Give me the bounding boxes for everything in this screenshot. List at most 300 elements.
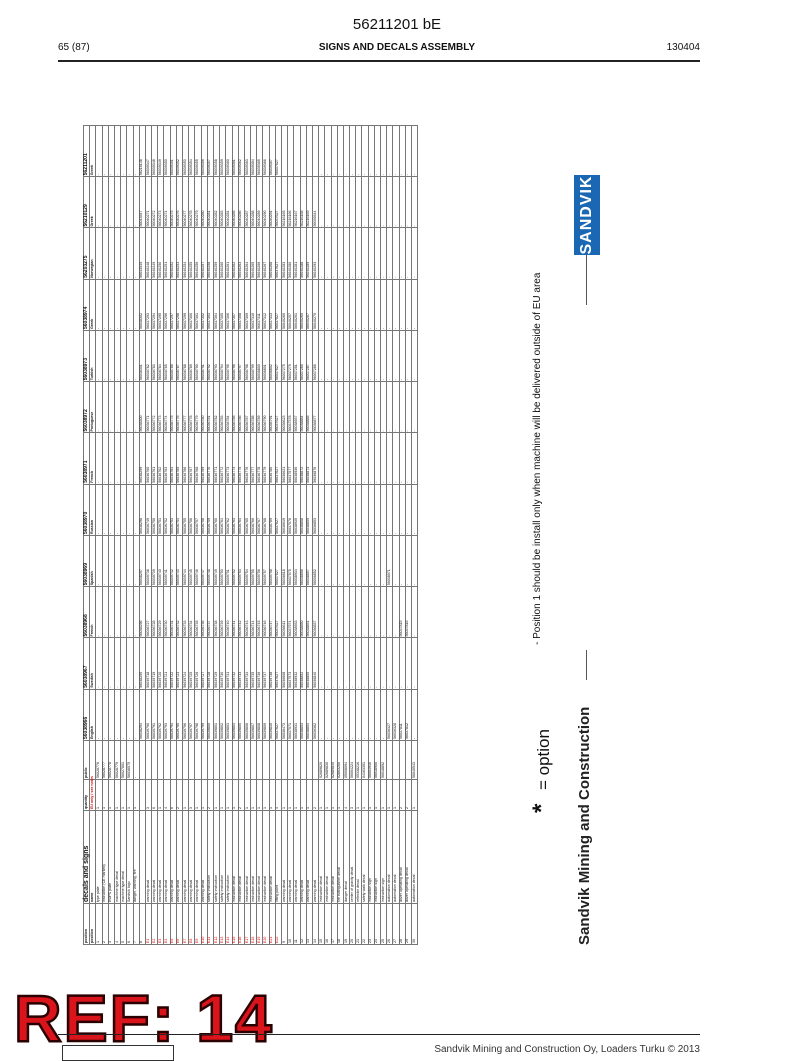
value-cell: 56040261 — [294, 279, 300, 330]
value-cell: 56039742 — [170, 536, 176, 587]
value-cell: - — [121, 382, 127, 433]
value-cell: - — [381, 177, 387, 228]
value-cell: 56038858 — [300, 484, 306, 535]
value-cell: - — [319, 536, 325, 587]
value-cell: - — [319, 638, 325, 689]
value-cell: 56038931 — [294, 689, 300, 740]
position-cell: E15 — [232, 904, 238, 945]
name-cell: warning decal — [306, 811, 312, 904]
value-cell: 56036759 — [207, 484, 213, 535]
value-cell: 56036618 — [282, 536, 288, 587]
value-cell: 56036794 — [220, 331, 226, 382]
value-cell: - — [114, 484, 120, 535]
value-cell: 56036791 — [201, 331, 207, 382]
value-cell: - — [368, 382, 374, 433]
footer-rule — [58, 1034, 700, 1035]
value-cell: 56043547 — [139, 177, 145, 228]
position-cell: 5 — [121, 904, 127, 945]
value-cell: 56036786 — [238, 382, 244, 433]
value-cell: 56036802 — [269, 331, 275, 382]
value-cell: - — [405, 177, 411, 228]
value-cell: 56036754 — [176, 484, 182, 535]
value-cell: - — [121, 279, 127, 330]
value-cell: - — [133, 741, 139, 780]
value-cell: 56039722 — [170, 638, 176, 689]
language-header: Portuguese — [90, 382, 96, 433]
value-cell: - — [108, 536, 114, 587]
value-cell: - — [343, 177, 349, 228]
value-cell: - — [96, 689, 102, 740]
value-cell: - — [102, 228, 108, 279]
value-cell: 56036742 — [238, 587, 244, 638]
value-cell: 1 — [356, 780, 362, 811]
value-cell: 56039733 — [238, 638, 244, 689]
value-cell: 4 — [164, 780, 170, 811]
value-cell: 56038295 — [139, 638, 145, 689]
value-cell: - — [331, 331, 337, 382]
company-name: Sandvik Mining and Construction — [576, 706, 593, 945]
value-cell: - — [393, 433, 399, 484]
value-cell: - — [350, 638, 356, 689]
value-cell: 56039348 — [152, 126, 158, 177]
value-cell: 56037313 — [269, 279, 275, 330]
value-cell: 1 — [244, 780, 250, 811]
value-cell: 56039801 — [213, 689, 219, 740]
value-cell: 56036745 — [257, 587, 263, 638]
position-cell: 22 — [362, 904, 368, 945]
value-cell: - — [343, 433, 349, 484]
value-cell: 6 — [152, 780, 158, 811]
value-cell: - — [387, 382, 393, 433]
value-cell: - — [356, 536, 362, 587]
value-cell: - — [102, 484, 108, 535]
lang-code: 56211201 — [84, 126, 90, 177]
value-cell: - — [325, 587, 331, 638]
value-cell: 56040259 — [213, 228, 219, 279]
name-cell: warning decal — [288, 811, 294, 904]
value-cell: 56040281 — [294, 228, 300, 279]
value-cell: 3 — [189, 780, 195, 811]
value-cell: - — [399, 279, 405, 330]
value-cell: 56036762 — [226, 484, 232, 535]
value-cell: 56036852 — [312, 536, 318, 587]
position-cell: E8 — [189, 904, 195, 945]
value-cell: - — [133, 587, 139, 638]
value-cell: 56039753 — [238, 536, 244, 587]
value-cell: - — [337, 228, 343, 279]
position-cell: 18 — [337, 904, 343, 945]
value-cell: 56038859 — [306, 484, 312, 535]
position-cell: E12 — [213, 904, 219, 945]
language-header: Spanish — [90, 536, 96, 587]
value-cell: 56039731 — [226, 638, 232, 689]
value-cell: 56037303 — [207, 279, 213, 330]
value-cell: 56040280 — [288, 228, 294, 279]
value-cell: 56036768 — [195, 433, 201, 484]
value-cell: 56037815 — [399, 587, 405, 638]
value-cell: - — [319, 126, 325, 177]
value-cell: - — [343, 228, 349, 279]
name-cell: warning decal — [158, 811, 164, 904]
value-cell: 56036362 — [312, 689, 318, 740]
value-cell: - — [319, 177, 325, 228]
value-cell: 56036743 — [244, 587, 250, 638]
value-cell: 56039350 — [164, 126, 170, 177]
rotated-page — [75, 125, 640, 945]
value-cell: 56036763 — [232, 484, 238, 535]
position-cell: 20 — [350, 904, 356, 945]
position-cell: 23 — [368, 904, 374, 945]
name-cell: warning decal — [294, 811, 300, 904]
value-cell: 6 — [170, 780, 176, 811]
value-cell: 56036777 — [183, 382, 189, 433]
value-cell: 56036732 — [176, 587, 182, 638]
value-cell: 56040260 — [282, 279, 288, 330]
value-cell: - — [411, 689, 417, 740]
value-cell: - — [356, 279, 362, 330]
name-cell: warning decal — [176, 811, 182, 904]
value-cell: - — [411, 484, 417, 535]
value-cell: - — [356, 638, 362, 689]
value-cell: - — [102, 433, 108, 484]
value-cell: 56037627 — [275, 177, 281, 228]
value-cell: 56039355 — [195, 126, 201, 177]
value-cell: 56037294 — [152, 279, 158, 330]
value-cell: 56028777 — [102, 741, 108, 780]
value-cell: 56037281 — [294, 331, 300, 382]
position-cell: E20 — [263, 904, 269, 945]
position-note: - Position 1 should be install only when machine will be delivered outside of EU area — [532, 272, 543, 645]
name-cell: instruction sign — [381, 811, 387, 904]
value-cell: - — [368, 433, 374, 484]
value-cell: - — [102, 126, 108, 177]
value-cell: - — [121, 433, 127, 484]
value-cell: 56037627 — [275, 331, 281, 382]
name-cell: warning decal — [312, 811, 318, 904]
value-cell: - — [121, 587, 127, 638]
value-cell: 2 — [176, 780, 182, 811]
position-cell: E18 — [251, 904, 257, 945]
lang-code: 56038973 — [84, 331, 90, 382]
value-cell: - — [411, 228, 417, 279]
value-cell: - — [319, 331, 325, 382]
value-cell: 56038936 — [294, 433, 300, 484]
lang-code: 56038971 — [84, 433, 90, 484]
value-cell: - — [368, 536, 374, 587]
value-cell: - — [114, 382, 120, 433]
value-cell: - — [343, 331, 349, 382]
value-cell: 56036771 — [213, 433, 219, 484]
value-cell: 56039754 — [244, 536, 250, 587]
value-cell: - — [350, 331, 356, 382]
value-cell: 56039740 — [158, 536, 164, 587]
value-cell: 56036735 — [195, 587, 201, 638]
value-cell: 56039755 — [251, 536, 257, 587]
value-cell: - — [108, 689, 114, 740]
value-cell: - — [368, 638, 374, 689]
value-cell: 56036619 — [282, 484, 288, 535]
value-cell: - — [96, 177, 102, 228]
position-cell: 11 — [294, 904, 300, 945]
value-cell: 56036779 — [195, 382, 201, 433]
value-cell: 56039363 — [244, 126, 250, 177]
value-cell: - — [127, 382, 133, 433]
value-cell: 56036775 — [238, 433, 244, 484]
value-cell: 56039796 — [183, 689, 189, 740]
value-cell: 1 — [282, 780, 288, 811]
value-cell: 56040250 — [158, 228, 164, 279]
value-cell: 56036738 — [213, 587, 219, 638]
value-cell: 56038933 — [294, 587, 300, 638]
value-cell: - — [96, 433, 102, 484]
value-cell: 56038850 — [300, 587, 306, 638]
name-cell: instruction sign — [368, 811, 374, 904]
value-cell: 56036760 — [145, 433, 151, 484]
value-cell: - — [356, 382, 362, 433]
name-cell: warning decal — [183, 811, 189, 904]
value-cell: - — [356, 331, 362, 382]
value-cell: 1 — [257, 780, 263, 811]
name-cell: warning decal — [170, 811, 176, 904]
value-cell: - — [350, 587, 356, 638]
value-cell: - — [337, 689, 343, 740]
value-cell: - — [121, 331, 127, 382]
position-cell: 3 — [108, 904, 114, 945]
name-cell: reflector decal — [356, 811, 362, 904]
value-cell: - — [96, 331, 102, 382]
value-cell: 56039357 — [207, 126, 213, 177]
value-cell: 2 — [399, 780, 405, 811]
value-cell: 56040249 — [152, 228, 158, 279]
position-cell: 24 — [374, 904, 380, 945]
value-cell: 1 — [337, 780, 343, 811]
value-cell: 56039353 — [183, 126, 189, 177]
value-cell: - — [114, 331, 120, 382]
value-cell: - — [356, 126, 362, 177]
value-cell: - — [399, 126, 405, 177]
value-cell: 56040289 — [257, 177, 263, 228]
value-cell: 56039719 — [152, 638, 158, 689]
value-cell: 56040284 — [226, 177, 232, 228]
name-cell: instruction decal — [232, 811, 238, 904]
value-cell: 56037627 — [275, 279, 281, 330]
value-cell: - — [96, 228, 102, 279]
value-cell: 56038575 — [127, 741, 133, 780]
value-cell: - — [343, 126, 349, 177]
value-cell: 56036786 — [170, 331, 176, 382]
value-cell: 02689820 — [319, 741, 325, 780]
value-cell: - — [374, 638, 380, 689]
value-cell: - — [405, 126, 411, 177]
value-cell: - — [356, 587, 362, 638]
value-cell: - — [381, 638, 387, 689]
sub-header: position — [90, 904, 96, 945]
value-cell: 56036737 — [207, 587, 213, 638]
value-cell: 56038301 — [139, 331, 145, 382]
position-cell: E13 — [220, 904, 226, 945]
value-cell: 56036764 — [170, 433, 176, 484]
value-cell: - — [374, 228, 380, 279]
value-cell: - — [393, 484, 399, 535]
value-cell: - — [374, 331, 380, 382]
value-cell: - — [102, 279, 108, 330]
value-cell: - — [114, 228, 120, 279]
value-cell: 56216165 — [282, 177, 288, 228]
value-cell: - — [133, 177, 139, 228]
value-cell: - — [350, 279, 356, 330]
value-cell: 3 — [350, 780, 356, 811]
value-cell: 56036729 — [158, 587, 164, 638]
value-cell: - — [127, 126, 133, 177]
value-cell: 56036766 — [183, 433, 189, 484]
value-cell: - — [325, 382, 331, 433]
table-heading: decals and signs — [84, 811, 90, 904]
position-cell: E21 — [269, 904, 275, 945]
value-cell: 56039732 — [232, 638, 238, 689]
value-cell: 56037295 — [158, 279, 164, 330]
value-cell: - — [121, 638, 127, 689]
value-cell: 1 — [300, 780, 306, 811]
position-cell: 9 — [282, 904, 288, 945]
value-cell: - — [350, 433, 356, 484]
value-cell: - — [381, 536, 387, 587]
value-cell: - — [102, 638, 108, 689]
value-cell: 56039358 — [213, 126, 219, 177]
value-cell: 56036772 — [220, 433, 226, 484]
value-cell: 56036791 — [269, 382, 275, 433]
value-cell: 56040265 — [251, 228, 257, 279]
value-cell: - — [133, 279, 139, 330]
value-cell: - — [374, 382, 380, 433]
value-cell: 56036787 — [176, 331, 182, 382]
value-cell: 56038856 — [300, 536, 306, 587]
value-cell: 56036801 — [263, 331, 269, 382]
value-cell: 56036763 — [164, 433, 170, 484]
value-cell: 56036837 — [312, 587, 318, 638]
value-cell: 56039748 — [207, 536, 213, 587]
value-cell: 56040543 — [411, 741, 417, 780]
value-cell: 56036750 — [152, 484, 158, 535]
divider — [586, 650, 587, 680]
value-cell: 56039757 — [263, 536, 269, 587]
value-cell: 2 — [238, 780, 244, 811]
footer-copyright: Sandvik Mining and Construction Oy, Loaders Turku © 2013 — [434, 1044, 700, 1055]
page-title: SIGNS AND DECALS ASSEMBLY — [318, 42, 476, 53]
position-cell: 27 — [393, 904, 399, 945]
value-cell: 56039349 — [158, 126, 164, 177]
value-cell: 56040282 — [213, 177, 219, 228]
value-cell: - — [121, 177, 127, 228]
value-cell: 56039800 — [207, 689, 213, 740]
value-cell: - — [102, 382, 108, 433]
value-cell: - — [362, 228, 368, 279]
position-cell: E11 — [207, 904, 213, 945]
value-cell: 56036784 — [226, 382, 232, 433]
value-cell: - — [108, 587, 114, 638]
value-cell: 56036611 — [282, 587, 288, 638]
value-cell: - — [127, 689, 133, 740]
value-cell: - — [337, 279, 343, 330]
value-cell: 56018892 — [381, 741, 387, 780]
value-cell: 56036765 — [244, 484, 250, 535]
value-cell: 56036764 — [238, 484, 244, 535]
position-cell: 17 — [331, 904, 337, 945]
value-cell: 56036800 — [257, 331, 263, 382]
value-cell: - — [362, 126, 368, 177]
value-cell: 56037627 — [275, 433, 281, 484]
value-cell: 56037307 — [232, 279, 238, 330]
value-cell: 56036752 — [164, 484, 170, 535]
value-cell: - — [127, 484, 133, 535]
value-cell: 56039735 — [251, 638, 257, 689]
value-cell: 56039356 — [201, 126, 207, 177]
lang-code: 56210129 — [84, 177, 90, 228]
value-cell: - — [114, 638, 120, 689]
value-cell: - — [108, 126, 114, 177]
value-cell: 56037310 — [251, 279, 257, 330]
value-cell: 56004940 — [368, 741, 374, 780]
value-cell: 56036877 — [312, 382, 318, 433]
value-cell: - — [381, 228, 387, 279]
position-cell: 16 — [325, 904, 331, 945]
value-cell: 56040283 — [220, 177, 226, 228]
value-cell: - — [356, 689, 362, 740]
position-cell: 2 — [102, 904, 108, 945]
name-cell: automation decal — [411, 811, 417, 904]
value-cell: 56039806 — [244, 689, 250, 740]
value-cell: - — [121, 484, 127, 535]
value-cell: - — [325, 638, 331, 689]
value-cell: 56039361 — [232, 126, 238, 177]
position-cell: E6 — [176, 904, 182, 945]
language-header: Greek — [90, 177, 96, 228]
position-cell: 29 — [405, 904, 411, 945]
value-cell: - — [102, 587, 108, 638]
value-cell: - — [337, 331, 343, 382]
value-cell: 1 — [393, 780, 399, 811]
value-cell: 56039809 — [263, 689, 269, 740]
value-cell: 56036788 — [251, 382, 257, 433]
value-cell: 56036785 — [232, 382, 238, 433]
value-cell: 56040264 — [244, 228, 250, 279]
value-cell: 56036734 — [189, 587, 195, 638]
value-cell: - — [108, 331, 114, 382]
value-cell: 56036621 — [282, 433, 288, 484]
value-cell: 56039799 — [201, 689, 207, 740]
value-cell: 56036733 — [183, 587, 189, 638]
value-cell: - — [319, 587, 325, 638]
value-cell: - — [325, 536, 331, 587]
value-cell: - — [331, 228, 337, 279]
value-cell: 56038300 — [139, 382, 145, 433]
value-cell: - — [356, 177, 362, 228]
position-cell: 8 — [139, 904, 145, 945]
value-cell: - — [411, 177, 417, 228]
value-cell: 56036327 — [387, 689, 393, 740]
value-cell: 56039797 — [189, 689, 195, 740]
value-cell: 56036473 — [282, 689, 288, 740]
value-cell: 1 — [374, 780, 380, 811]
red-note: EU only / see notes — [90, 780, 96, 811]
value-cell: - — [337, 433, 343, 484]
value-cell: - — [393, 638, 399, 689]
value-cell: 56037577 — [288, 433, 294, 484]
value-cell: 56037576 — [288, 484, 294, 535]
value-cell: 1 — [263, 780, 269, 811]
value-cell: - — [362, 433, 368, 484]
value-cell: - — [368, 587, 374, 638]
name-cell: instruction decal — [251, 811, 257, 904]
